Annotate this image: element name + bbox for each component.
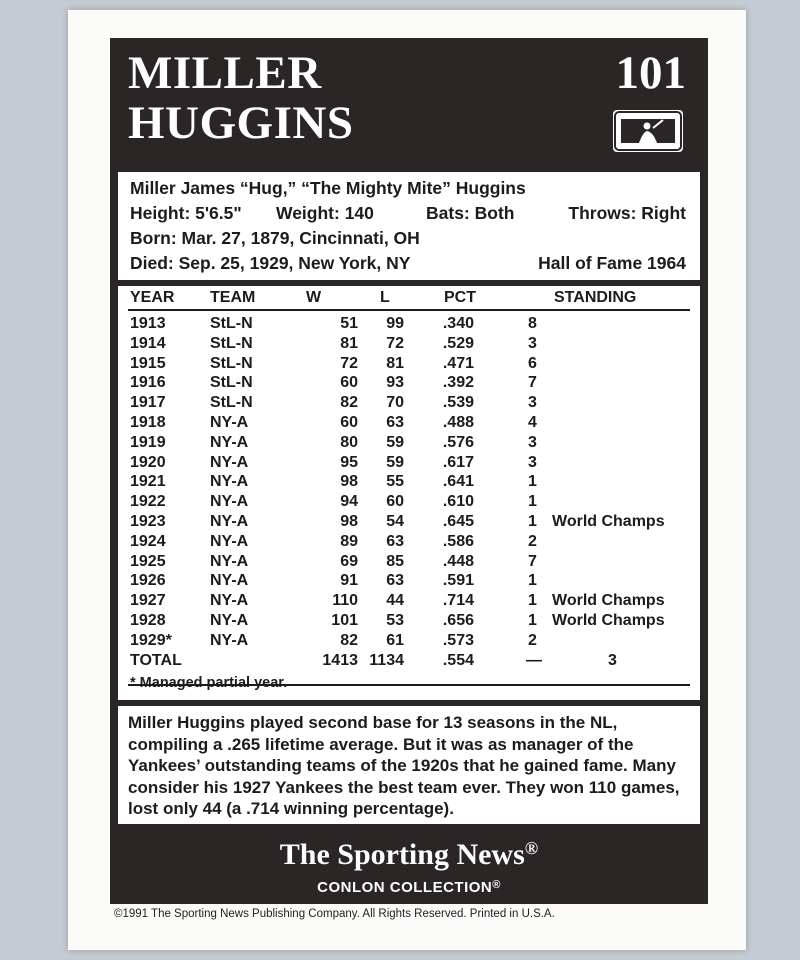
player-first-name: MILLER <box>128 47 322 99</box>
cell-year: 1914 <box>130 334 166 352</box>
total-extra: 3 <box>608 652 617 669</box>
collection-name <box>110 879 708 896</box>
cell-team: NY-A <box>210 453 249 471</box>
born: Born: Mar. 27, 1879, Cincinnati, OH <box>130 228 420 248</box>
cell-l: 59 <box>386 433 404 451</box>
player-name <box>128 48 354 148</box>
cell-w: 89 <box>340 532 358 550</box>
cell-team: StL-N <box>210 334 253 352</box>
cell-standing: 3 <box>528 334 537 352</box>
cell-year: 1913 <box>130 315 166 332</box>
cell-note: World Champs <box>552 592 665 610</box>
cell-l: 70 <box>386 394 404 412</box>
cell-year: 1915 <box>130 354 166 372</box>
cell-l: 99 <box>386 315 404 332</box>
cell-pct: .488 <box>442 414 474 431</box>
cell-year: 1925 <box>130 552 166 570</box>
cell-w: 72 <box>340 354 358 372</box>
cell-year: 1923 <box>130 513 166 530</box>
cell-team: NY-A <box>210 631 249 649</box>
cell-w: 82 <box>340 631 358 649</box>
copyright-line: ©1991 The Sporting News Publishing Company. All Rights Reserved. Printed in U.S.A. <box>114 908 555 920</box>
cell-standing: 1 <box>528 493 537 511</box>
cell-pct: .529 <box>442 334 474 352</box>
cell-standing: 1 <box>528 612 537 629</box>
card-number: 101 <box>615 47 686 99</box>
cell-pct: .471 <box>442 354 474 372</box>
cell-standing: 2 <box>528 631 537 649</box>
cell-w: 98 <box>340 473 358 491</box>
full-name: Miller James “Hug,” “The Mighty Mite” Huggins <box>130 178 526 198</box>
cell-team: NY-A <box>210 612 249 629</box>
cell-standing: 1 <box>528 592 537 610</box>
cell-year: 1924 <box>130 532 166 550</box>
header-l: L <box>380 289 390 306</box>
card-frame <box>110 38 708 904</box>
cell-l: 61 <box>386 631 404 649</box>
header-pct: PCT <box>444 289 476 306</box>
cell-standing: 3 <box>528 394 537 412</box>
cell-w: 51 <box>340 315 358 332</box>
cell-w: 110 <box>332 592 358 610</box>
cell-pct: .714 <box>442 592 474 610</box>
cell-year: 1917 <box>130 394 166 412</box>
sporting-news-logo <box>110 838 708 872</box>
cell-standing: 4 <box>528 414 537 431</box>
cell-team: NY-A <box>210 473 249 491</box>
cell-team: StL-N <box>210 315 253 332</box>
cell-standing: 3 <box>528 433 537 451</box>
career-summary-text: Miller Huggins played second base for 13 seasons in the NL, compiling a .265 lifetime average. But it was as manager of the Yankees’ outstanding teams of the 1920s that he gained fame. Many consider his 1927 Yankees the best team ever. They won 110 games, lost only 44 (a .714 winning percentage). <box>128 713 680 818</box>
baseball-card-back <box>68 10 746 950</box>
cell-pct: .610 <box>442 493 474 511</box>
cell-w: 60 <box>340 414 358 431</box>
cell-w: 69 <box>340 552 358 570</box>
weight: Weight: 140 <box>276 203 374 223</box>
cell-team: NY-A <box>210 433 249 451</box>
hall-of-fame: Hall of Fame 1964 <box>538 253 686 273</box>
cell-l: 54 <box>386 513 404 530</box>
footnote: * Managed partial year. <box>130 675 288 691</box>
cell-year: 1920 <box>130 453 166 471</box>
cell-year: 1918 <box>130 414 166 431</box>
cell-l: 59 <box>386 453 404 471</box>
cell-pct: .573 <box>442 631 474 649</box>
cell-standing: 1 <box>528 473 537 491</box>
cell-year: 1926 <box>130 572 166 590</box>
cell-pct: .586 <box>442 532 474 550</box>
total-pct: .554 <box>442 652 474 669</box>
cell-team: NY-A <box>210 572 249 590</box>
cell-year: 1921 <box>130 473 166 491</box>
cell-l: 63 <box>386 532 404 550</box>
cell-standing: 7 <box>528 374 537 392</box>
cell-team: StL-N <box>210 374 253 392</box>
cell-year: 1919 <box>130 433 166 451</box>
cell-note: World Champs <box>552 513 665 530</box>
cell-standing: 7 <box>528 552 537 570</box>
cell-team: NY-A <box>210 493 249 511</box>
cell-pct: .645 <box>442 513 474 530</box>
cell-team: NY-A <box>210 414 249 431</box>
cell-l: 63 <box>386 572 404 590</box>
cell-pct: .392 <box>442 374 474 392</box>
cell-standing: 2 <box>528 532 537 550</box>
cell-year: 1928 <box>130 612 166 629</box>
cell-l: 85 <box>386 552 404 570</box>
cell-team: StL-N <box>210 354 253 372</box>
cell-w: 98 <box>340 513 358 530</box>
cell-pct: .656 <box>442 612 474 629</box>
cell-note: World Champs <box>552 612 665 629</box>
cell-team: StL-N <box>210 394 253 412</box>
header-year: YEAR <box>130 289 175 306</box>
collection-registered: ® <box>492 879 501 891</box>
cell-pct: .617 <box>442 453 474 471</box>
total-standing: — <box>526 652 542 669</box>
cell-l: 63 <box>386 414 404 431</box>
cell-pct: .576 <box>442 433 474 451</box>
cell-team: NY-A <box>210 592 249 610</box>
cell-pct: .539 <box>442 394 474 412</box>
cell-team: NY-A <box>210 552 249 570</box>
publisher-name: The Sporting News <box>279 838 525 871</box>
cell-l: 60 <box>386 493 404 511</box>
player-last-name: HUGGINS <box>128 97 354 149</box>
cell-w: 95 <box>340 453 358 471</box>
managerial-stats-table <box>118 286 700 700</box>
cell-w: 81 <box>340 334 358 352</box>
total-label: TOTAL <box>130 652 182 669</box>
cell-l: 55 <box>386 473 404 491</box>
header-standing: STANDING <box>554 289 637 306</box>
cell-pct: .340 <box>442 315 474 332</box>
header-team: TEAM <box>210 289 256 306</box>
cell-year: 1922 <box>130 493 166 511</box>
cell-l: 93 <box>386 374 404 392</box>
throws: Throws: Right <box>568 203 686 223</box>
cell-standing: 1 <box>528 513 537 530</box>
bats: Bats: Both <box>426 203 515 223</box>
cell-w: 101 <box>331 612 358 629</box>
collection-label: CONLON COLLECTION <box>317 879 493 896</box>
cell-team: NY-A <box>210 532 249 550</box>
cell-l: 72 <box>386 334 404 352</box>
total-w: 1413 <box>322 652 358 669</box>
cell-year: 1929* <box>130 631 172 649</box>
mlb-logo-icon <box>613 110 683 152</box>
cell-standing: 3 <box>528 453 537 471</box>
cell-w: 80 <box>340 433 358 451</box>
cell-pct: .448 <box>442 552 474 570</box>
cell-standing: 8 <box>528 315 537 332</box>
cell-l: 81 <box>386 354 404 372</box>
cell-year: 1927 <box>130 592 166 610</box>
header-w: W <box>306 289 322 306</box>
cell-pct: .641 <box>442 473 474 491</box>
cell-pct: .591 <box>442 572 474 590</box>
height: Height: 5'6.5" <box>130 203 242 223</box>
cell-w: 94 <box>340 493 358 511</box>
cell-w: 82 <box>340 394 358 412</box>
total-l: 1134 <box>369 652 404 669</box>
publisher-registered: ® <box>524 838 539 858</box>
cell-l: 44 <box>386 592 404 610</box>
cell-team: NY-A <box>210 513 249 530</box>
cell-standing: 6 <box>528 354 537 372</box>
cell-w: 60 <box>340 374 358 392</box>
cell-year: 1916 <box>130 374 166 392</box>
career-summary-box <box>118 706 700 824</box>
player-bio-box <box>118 172 700 280</box>
cell-w: 91 <box>340 572 358 590</box>
cell-standing: 1 <box>528 572 537 590</box>
died: Died: Sep. 25, 1929, New York, NY <box>130 253 411 273</box>
header-rule <box>128 309 690 311</box>
cell-l: 53 <box>386 612 404 629</box>
